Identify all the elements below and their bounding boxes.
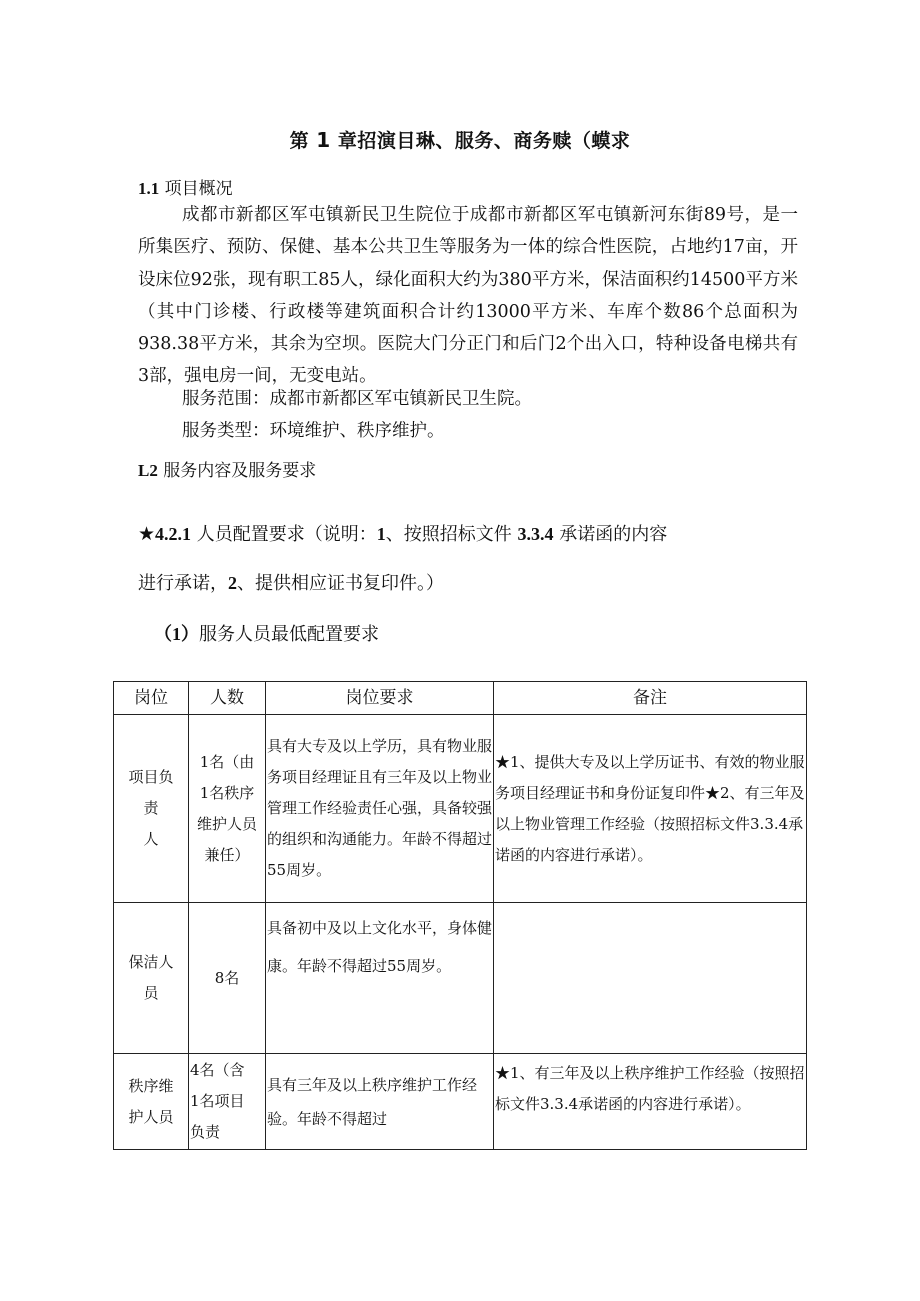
section-heading-1-2: L2 服务内容及服务要求 [138, 461, 317, 481]
cell-count: 1名（由 1名秩序 维护人员 兼任） [189, 715, 266, 903]
requirement-4-2-1-line1: ★4.2.1 人员配置要求（说明：1、按照招标文件 3.3.4 承诺函的内容 [138, 523, 668, 545]
cell-remark: ★1、提供大专及以上学历证书、有效的物业服务项目经理证书和身份证复印件★2、有三年及以上物业管理工作经验（按照招标文件3.3.4承诺函的内容进行承诺）。 [494, 715, 807, 903]
cell-remark: ★1、有三年及以上秩序维护工作经验（按照招标文件3.3.4承诺函的内容进行承诺）。 [494, 1054, 807, 1150]
cell-requirement: 具有三年及以上秩序维护工作经验。年龄不得超过 [266, 1054, 494, 1150]
overview-paragraph: 成都市新都区军屯镇新民卫生院位于成都市新都区军屯镇新河东街89号，是一所集医疗、预防、保健、基本公共卫生等服务为一体的综合性医院，占地约17亩，开设床位92张，现有职工85人，绿化面积大约为380平方米，保洁面积约14500平方米（其中门诊楼、行政楼等建筑面积合计约13000平方米、车库个数86个总面积为938.38平方米，其余为空坝。医院大门分正门和后门2个出入口，特种设备电梯共有3部，强电房一间，无变电站。 [138, 205, 798, 387]
star-icon: ★ [138, 523, 156, 545]
table-header-row [114, 682, 807, 715]
cell-remark [494, 903, 807, 1054]
table-row [114, 903, 807, 1054]
header-count: 人数 [189, 682, 266, 715]
page-title: 第 1 章招演目琳、服务、商务赎（蟆求 [289, 128, 631, 152]
cell-post: 秩序维 护人员 [114, 1054, 189, 1150]
service-scope: 服务范围：成都市新都区军屯镇新民卫生院。 [182, 389, 532, 409]
cell-requirement: 具备初中及以上文化水平，身体健康。年龄不得超过55周岁。 [266, 903, 494, 1054]
cell-post: 保洁人 员 [114, 903, 189, 1054]
subheading-staff-config: （1）服务人员最低配置要求 [154, 624, 379, 645]
staff-config-table [113, 681, 807, 1150]
requirement-4-2-1-line2: 进行承诺，2、提供相应证书复印件。） [138, 573, 444, 594]
table-row [114, 715, 807, 903]
cell-count: 8名 [189, 903, 266, 1054]
cell-count: 4名（含 1名项目 负责 [189, 1054, 266, 1150]
header-requirement: 岗位要求 [266, 682, 494, 715]
section-heading-1-1: 1.1 项目概况 [138, 179, 233, 199]
header-remark: 备注 [494, 682, 807, 715]
cell-requirement: 具有大专及以上学历，具有物业服务项目经理证且有三年及以上物业管理工作经验责任心强，具备较强的组织和沟通能力。年龄不得超过55周岁。 [266, 715, 494, 903]
header-post: 岗位 [114, 682, 189, 715]
cell-post: 项目负 责 人 [114, 715, 189, 903]
table-row [114, 1054, 807, 1150]
service-type: 服务类型：环境维护、秩序维护。 [182, 421, 445, 441]
